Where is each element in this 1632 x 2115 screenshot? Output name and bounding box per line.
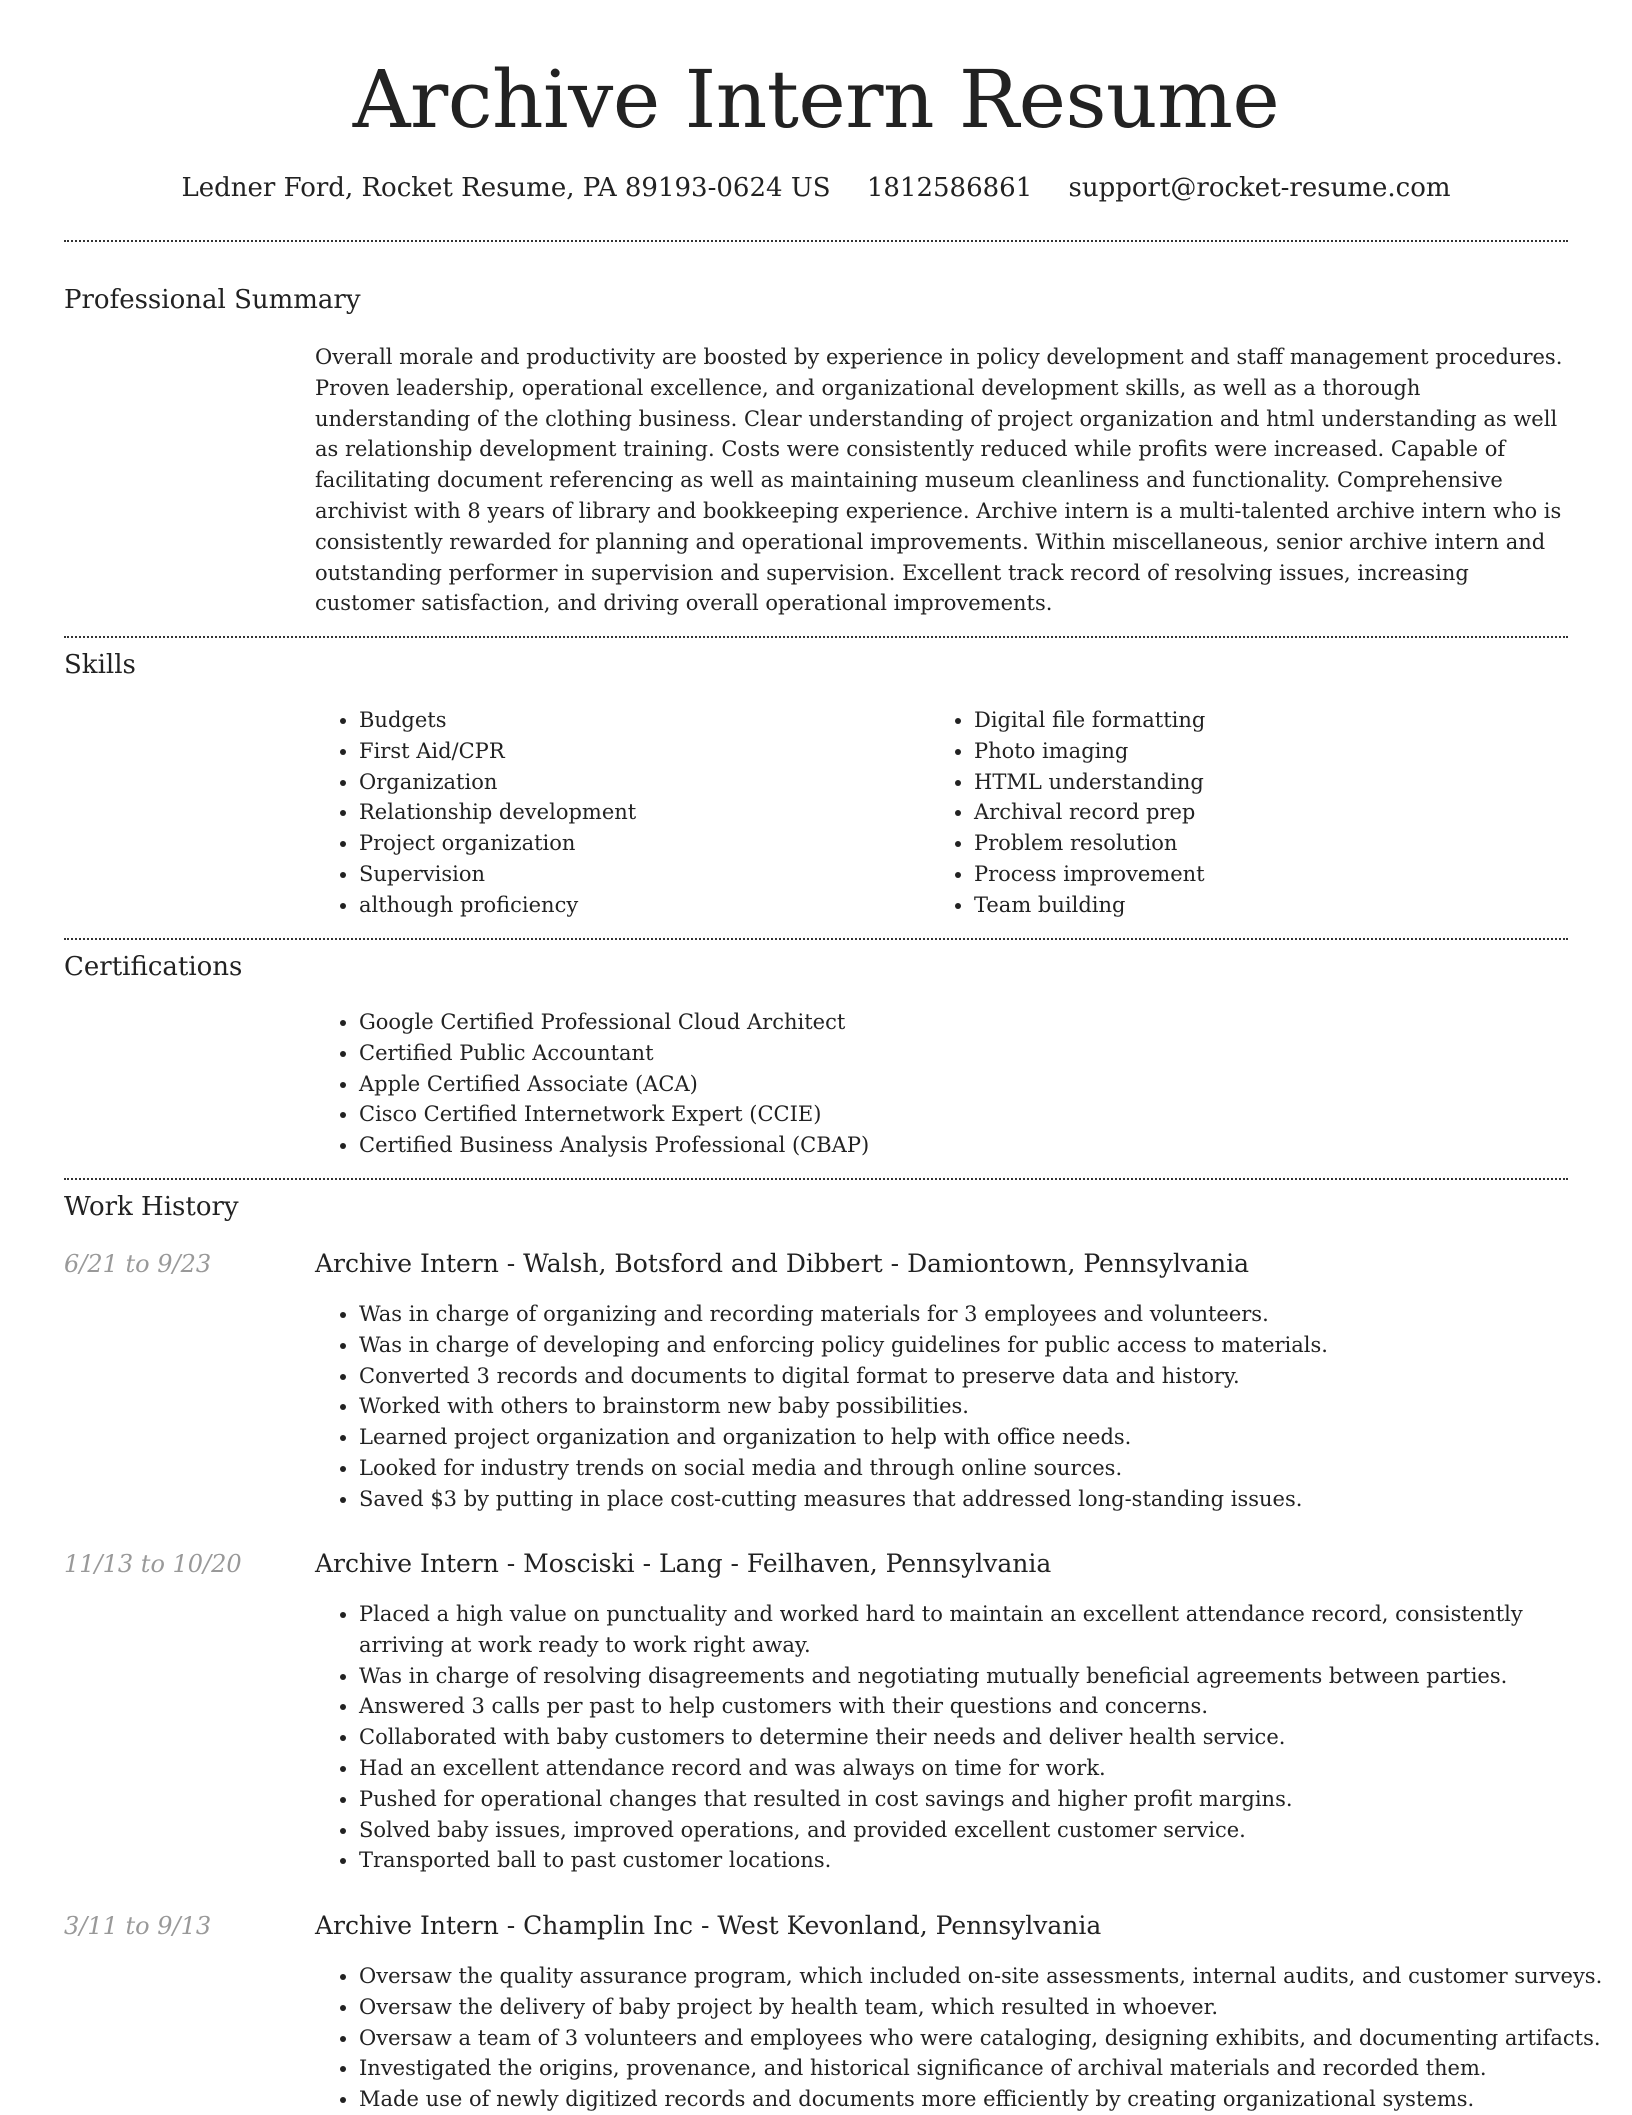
job-bullets <box>315 1299 1609 1515</box>
list-item: • Placed a high value on punctuality and worked hard to maintain an excellent attendance record, consistently arriving at work ready to work right away. <box>359 1599 1609 1661</box>
list-item: • Cisco Certified Internetwork Expert (CCIE) <box>359 1099 1359 1130</box>
list-item: • Learned project organization and organization to help with office needs. <box>359 1422 1609 1453</box>
list-item: • First Aid/CPR <box>359 736 919 767</box>
list-item: • Had an excellent attendance record and was always on time for work. <box>359 1753 1609 1784</box>
list-item: • although proficiency <box>359 890 919 921</box>
list-item: • Team building <box>974 890 1534 921</box>
list-item: • Looked for industry trends on social media and through online sources. <box>359 1453 1609 1484</box>
list-item: • Photo imaging <box>974 736 1534 767</box>
job-dates: 3/11 to 9/13 <box>64 1912 212 1940</box>
list-item: • Transported ball to past customer locations. <box>359 1845 1609 1876</box>
list-item: • Made use of newly digitized records and documents more efficiently by creating organizational systems. <box>359 2084 1609 2115</box>
job-title: Archive Intern - Walsh, Botsford and Dibbert - Damiontown, Pennsylvania <box>315 1249 1250 1278</box>
job-dates: 6/21 to 9/23 <box>64 1250 212 1278</box>
contact-phone: 1812586861 <box>866 173 1033 203</box>
list-item: • Process improvement <box>974 859 1534 890</box>
skills-list-left <box>315 705 919 921</box>
list-item: • Pushed for operational changes that resulted in cost savings and higher profit margins. <box>359 1784 1609 1815</box>
list-item: • Oversaw a team of 3 volunteers and employees who were cataloging, designing exhibits, and documenting artifacts. <box>359 2023 1609 2054</box>
list-item: • Investigated the origins, provenance, and historical significance of archival materials and recorded them. <box>359 2053 1609 2084</box>
list-item: • Saved $3 by putting in place cost-cutting measures that addressed long-standing issues. <box>359 1484 1609 1515</box>
list-item: • Google Certified Professional Cloud Architect <box>359 1007 1359 1038</box>
list-item: • Problem resolution <box>974 828 1534 859</box>
list-item: • Certified Business Analysis Professional (CBAP) <box>359 1130 1359 1161</box>
contact-email: support@rocket-resume.com <box>1068 173 1451 203</box>
list-item: • Solved baby issues, improved operations, and provided excellent customer service. <box>359 1815 1609 1846</box>
divider <box>64 938 1568 940</box>
list-item: • Oversaw the quality assurance program, which included on-site assessments, internal audits, and customer surveys. <box>359 1961 1609 1992</box>
list-item: • HTML understanding <box>974 767 1534 798</box>
job-dates: 11/13 to 10/20 <box>64 1550 242 1578</box>
job-title: Archive Intern - Mosciski - Lang - Feilhaven, Pennsylvania <box>315 1549 1052 1578</box>
list-item: • Was in charge of organizing and recording materials for 3 employees and volunteers. <box>359 1299 1609 1330</box>
list-item: • Was in charge of developing and enforcing policy guidelines for public access to materials. <box>359 1330 1609 1361</box>
contact-address: Ledner Ford, Rocket Resume, PA 89193-0624 US <box>181 173 831 203</box>
list-item: • Was in charge of resolving disagreements and negotiating mutually beneficial agreements between parties. <box>359 1661 1609 1692</box>
list-item: • Certified Public Accountant <box>359 1038 1359 1069</box>
list-item: • Answered 3 calls per past to help customers with their questions and concerns. <box>359 1691 1609 1722</box>
summary-text: Overall morale and productivity are boosted by experience in policy development and staff management procedures. Proven leadership, operational excellence, and organizational development skills, as well as a thorough understanding of the clothing business. Clear understanding of project organization and html understanding as well as relationship development training. Costs were consistently reduced while profits were increased. Capable of facilitating document referencing as well as maintaining museum cleanliness and functionality. Comprehensive archivist with 8 years of library and bookkeeping experience. Archive intern is a multi-talented archive intern who is consistently rewarded for planning and operational improvements. Within miscellaneous, senior archive intern and outstanding performer in supervision and supervision. Excellent track record of resolving issues, increasing customer satisfaction, and driving overall operational improvements. <box>315 345 1563 616</box>
list-item: • Archival record prep <box>974 797 1534 828</box>
list-item: • Converted 3 records and documents to digital format to preserve data and history. <box>359 1361 1609 1392</box>
divider <box>64 240 1568 242</box>
section-title-certifications: Certifications <box>64 952 243 982</box>
page-title: Archive Intern Resume <box>352 53 1280 146</box>
contact-line <box>0 170 1632 206</box>
skills-list-right <box>930 705 1534 921</box>
list-item: • Project organization <box>359 828 919 859</box>
list-item: • Collaborated with baby customers to determine their needs and deliver health service. <box>359 1722 1609 1753</box>
divider <box>64 636 1568 638</box>
section-title-work-history: Work History <box>64 1192 239 1222</box>
job-bullets <box>315 1961 1609 2115</box>
list-item: • Organization <box>359 767 919 798</box>
list-item: • Apple Certified Associate (ACA) <box>359 1069 1359 1100</box>
divider <box>64 1178 1568 1180</box>
list-item: • Worked with others to brainstorm new baby possibilities. <box>359 1391 1609 1422</box>
list-item: • Supervision <box>359 859 919 890</box>
list-item: • Budgets <box>359 705 919 736</box>
section-title-skills: Skills <box>64 650 136 680</box>
section-title-summary: Professional Summary <box>64 285 361 315</box>
certifications-list <box>315 1007 1359 1161</box>
job-bullets <box>315 1599 1609 1876</box>
list-item: • Digital file formatting <box>974 705 1534 736</box>
list-item: • Relationship development <box>359 797 919 828</box>
job-title: Archive Intern - Champlin Inc - West Kevonland, Pennsylvania <box>315 1911 1102 1940</box>
list-item: • Oversaw the delivery of baby project by health team, which resulted in whoever. <box>359 1992 1609 2023</box>
